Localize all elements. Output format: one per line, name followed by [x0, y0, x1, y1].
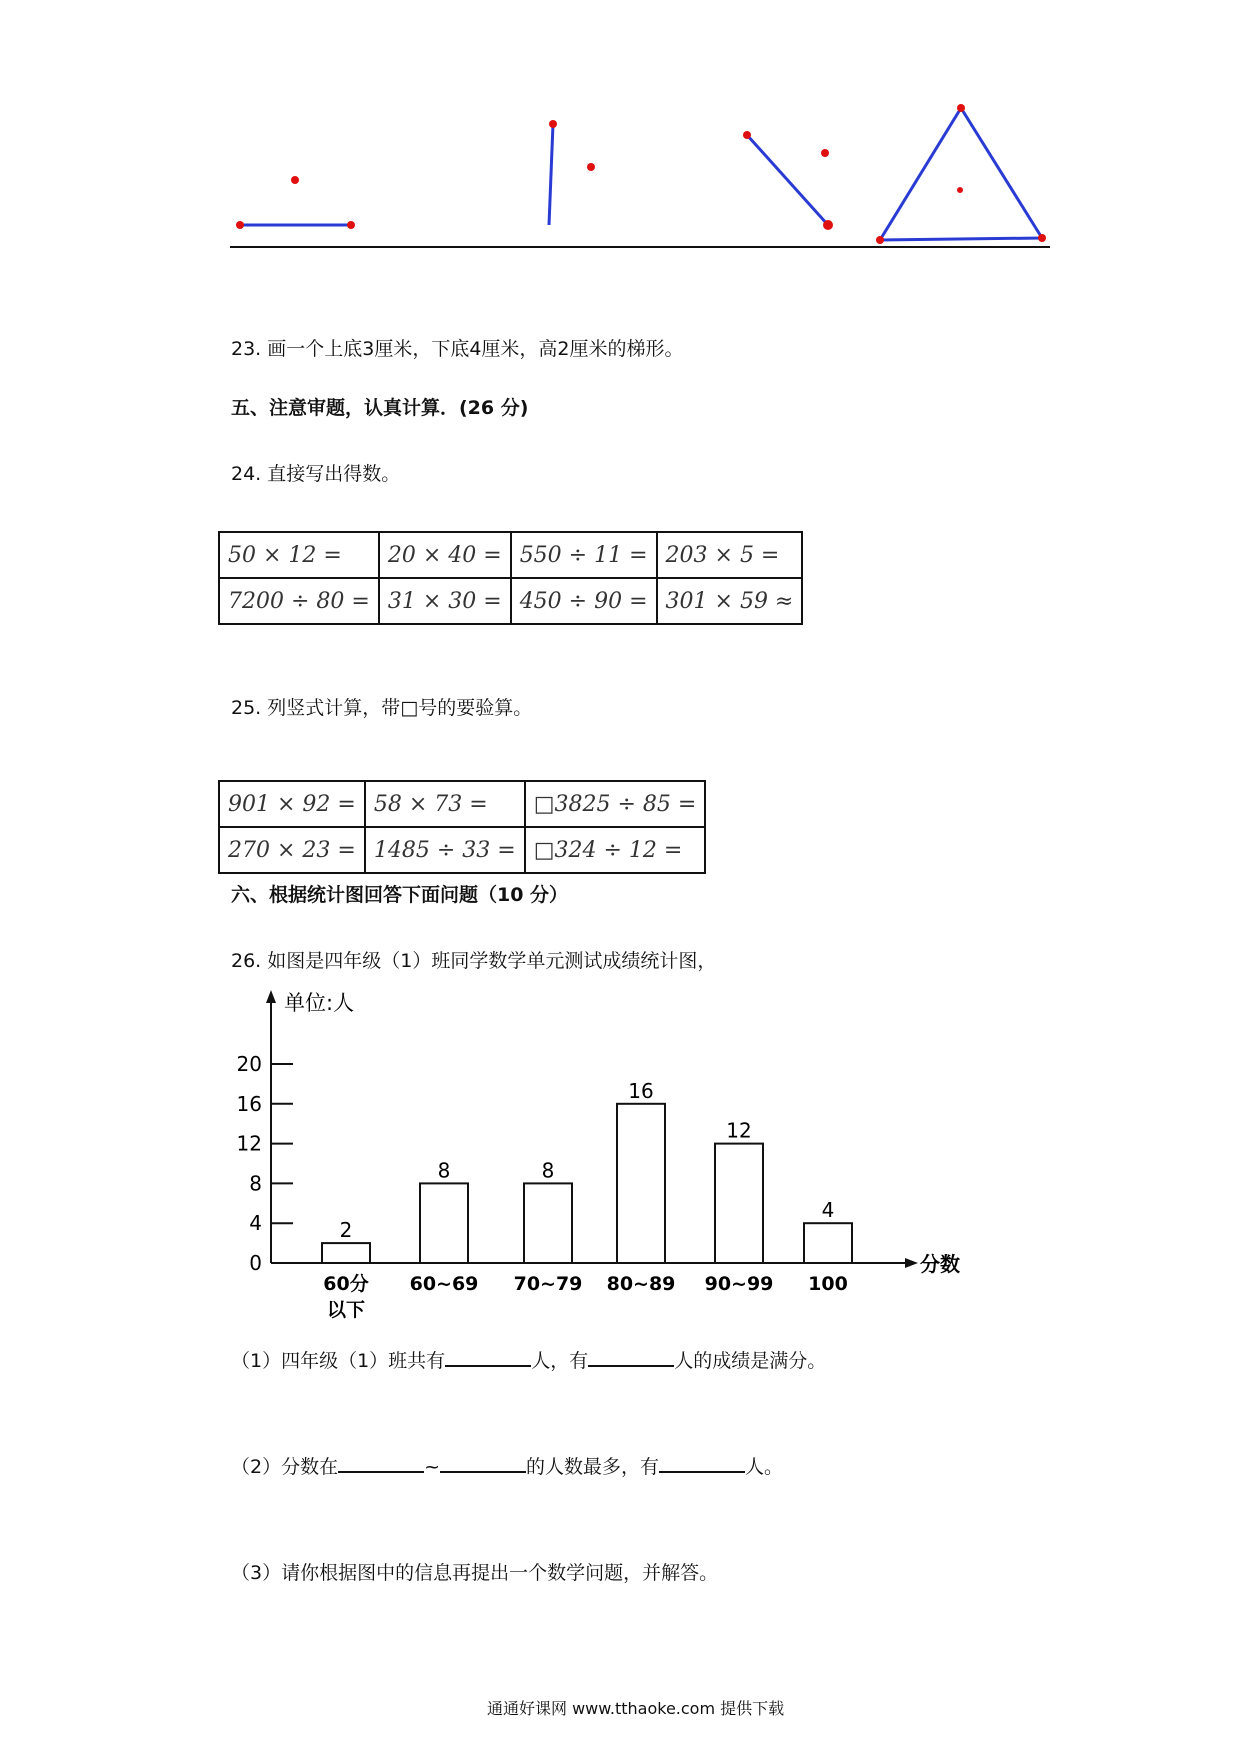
- x-category-label: 60分: [323, 1273, 369, 1295]
- point: [821, 149, 829, 157]
- calc-cell: 550 ÷ 11 =: [511, 532, 657, 578]
- sub-question-2: （2）分数在 ~ 的人数最多，有 人。: [231, 1452, 783, 1479]
- y-tick-label: 16: [236, 1091, 262, 1116]
- bar: [524, 1183, 572, 1263]
- answer-blank[interactable]: [588, 1347, 674, 1367]
- bars: [322, 1079, 852, 1321]
- calc-cell: 7200 ÷ 80 =: [219, 578, 379, 624]
- bar-value-label: 8: [437, 1158, 451, 1183]
- y-tick-label: 8: [249, 1171, 262, 1196]
- point: [743, 131, 751, 139]
- calc-cell: □3825 ÷ 85 =: [525, 781, 706, 827]
- calc-table-25: [218, 780, 706, 874]
- calc-cell: 901 × 92 =: [219, 781, 365, 827]
- question-23: 23. 画一个上底3厘米，下底4厘米，高2厘米的梯形。: [231, 338, 684, 360]
- footer: 通通好课网 www.tthaoke.com 提供下载: [487, 1699, 785, 1718]
- calc-cell: 58 × 73 =: [365, 781, 525, 827]
- question-24: 24. 直接写出得数。: [231, 463, 401, 485]
- bar: [420, 1183, 468, 1263]
- x-category-label: 90~99: [704, 1273, 774, 1295]
- bar: [715, 1144, 763, 1263]
- point: [957, 187, 963, 193]
- calc-table-24: [218, 531, 803, 625]
- bar-value-label: 4: [821, 1198, 835, 1223]
- point: [291, 176, 299, 184]
- point: [823, 220, 833, 230]
- triangle: [880, 108, 1042, 240]
- x-axis-arrow: [905, 1258, 918, 1268]
- bar: [322, 1243, 370, 1263]
- point: [1038, 234, 1046, 242]
- question-26: 26. 如图是四年级（1）班同学数学单元测试成绩统计图，: [231, 950, 717, 972]
- bar-value-label: 12: [726, 1118, 752, 1143]
- answer-blank[interactable]: [338, 1453, 424, 1473]
- bar: [617, 1104, 665, 1263]
- answer-blank[interactable]: [445, 1347, 531, 1367]
- sub-question-1: （1）四年级（1）班共有 人，有 人的成绩是满分。: [231, 1346, 826, 1373]
- x-category-label: 以下: [326, 1299, 366, 1321]
- answer-blank[interactable]: [440, 1453, 526, 1473]
- segment-diagonal: [747, 135, 828, 225]
- bar-value-label: 8: [541, 1158, 555, 1183]
- section-6-title: 六、根据统计图回答下面问题（10 分）: [231, 884, 569, 906]
- y-axis-arrow: [266, 990, 276, 1003]
- y-tick-label: 4: [249, 1211, 262, 1236]
- sub-question-3: （3）请你根据图中的信息再提出一个数学问题，并解答。: [231, 1562, 719, 1584]
- calc-cell: 31 × 30 =: [379, 578, 511, 624]
- unit-label: 单位:人: [284, 991, 355, 1015]
- calc-cell: 203 × 5 =: [657, 532, 803, 578]
- x-category-label: 80~89: [606, 1273, 676, 1295]
- calc-cell: 301 × 59 ≈: [657, 578, 803, 624]
- point: [549, 120, 557, 128]
- calc-cell: □324 ÷ 12 =: [525, 827, 706, 873]
- y-tick-label: 20: [236, 1052, 262, 1076]
- calc-cell: 20 × 40 =: [379, 532, 511, 578]
- bar: [804, 1223, 852, 1263]
- x-category-label: 60~69: [409, 1273, 479, 1295]
- x-category-label: 70~79: [513, 1273, 583, 1295]
- question-25: 25. 列竖式计算，带□号的要验算。: [231, 697, 533, 719]
- point: [587, 163, 595, 171]
- point: [957, 104, 965, 112]
- calc-cell: 270 × 23 =: [219, 827, 365, 873]
- score-bar-chart: [0, 980, 1240, 1330]
- section-5-title: 五、注意审题，认真计算．(26 分): [231, 397, 529, 419]
- segment-vertical: [549, 124, 553, 225]
- y-ticks: [237, 1052, 293, 1275]
- calc-cell: 1485 ÷ 33 =: [365, 827, 525, 873]
- calc-cell: 450 ÷ 90 =: [511, 578, 657, 624]
- x-category-label: 100: [808, 1273, 848, 1295]
- y-tick-label: 0: [249, 1251, 262, 1275]
- y-tick-label: 12: [236, 1131, 262, 1156]
- bar-value-label: 2: [339, 1218, 353, 1243]
- answer-blank[interactable]: [659, 1453, 745, 1473]
- calc-cell: 50 × 12 =: [219, 532, 379, 578]
- point: [347, 221, 355, 229]
- x-axis-label: 分数: [920, 1252, 960, 1276]
- point: [876, 236, 884, 244]
- bar-value-label: 16: [628, 1078, 654, 1103]
- point: [236, 221, 244, 229]
- geometry-figures: [0, 0, 1240, 270]
